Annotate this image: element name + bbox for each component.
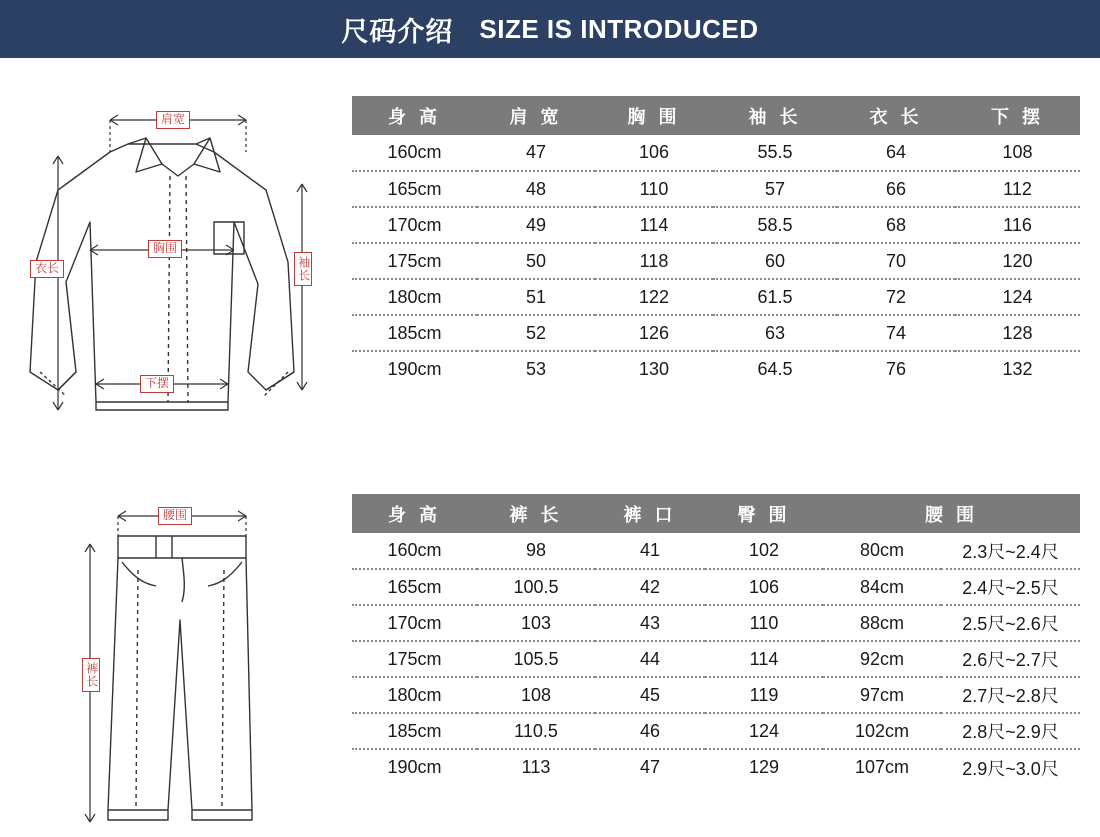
th-hip: 臀 围 (705, 494, 823, 533)
pants-diagram (60, 470, 320, 830)
th-chest: 胸 围 (595, 96, 713, 135)
table-row (352, 533, 1080, 569)
cell-chest: 126 (595, 315, 713, 351)
shirt-label-hem: 下摆 (140, 375, 174, 393)
table-header-row (352, 96, 1080, 135)
shirt-diagram (18, 72, 338, 432)
cell-pant-opening: 41 (595, 533, 705, 569)
table-row (352, 677, 1080, 713)
cell-sleeve: 63 (713, 315, 837, 351)
table-row (352, 749, 1080, 785)
table-row (352, 243, 1080, 279)
table-row (352, 351, 1080, 387)
cell-waist-chi: 2.5尺~2.6尺 (941, 605, 1080, 641)
cell-height: 175cm (352, 641, 477, 677)
shirt-size-table-wrap (352, 96, 1080, 387)
cell-sleeve: 60 (713, 243, 837, 279)
cell-hem: 116 (955, 207, 1080, 243)
table-row (352, 171, 1080, 207)
cell-length: 74 (837, 315, 955, 351)
cell-length: 66 (837, 171, 955, 207)
cell-height: 180cm (352, 677, 477, 713)
shirt-label-length: 衣长 (30, 260, 64, 278)
th-height: 身 高 (352, 494, 477, 533)
cell-height: 170cm (352, 207, 477, 243)
cell-sleeve: 64.5 (713, 351, 837, 387)
table-row (352, 315, 1080, 351)
cell-pant-opening: 42 (595, 569, 705, 605)
cell-waist-chi: 2.9尺~3.0尺 (941, 749, 1080, 785)
cell-chest: 110 (595, 171, 713, 207)
cell-chest: 118 (595, 243, 713, 279)
cell-height: 175cm (352, 243, 477, 279)
cell-height: 160cm (352, 135, 477, 171)
table-row (352, 135, 1080, 171)
cell-waist-cm: 88cm (823, 605, 941, 641)
th-length: 衣 长 (837, 96, 955, 135)
cell-shoulder: 50 (477, 243, 595, 279)
cell-hem: 120 (955, 243, 1080, 279)
cell-waist-cm: 97cm (823, 677, 941, 713)
pants-size-table (352, 494, 1080, 785)
cell-waist-chi: 2.4尺~2.5尺 (941, 569, 1080, 605)
page-title-cn: 尺码介绍 (341, 16, 454, 47)
cell-hip: 129 (705, 749, 823, 785)
table-row (352, 641, 1080, 677)
cell-sleeve: 61.5 (713, 279, 837, 315)
cell-height: 170cm (352, 605, 477, 641)
th-pant-opening: 裤 口 (595, 494, 705, 533)
cell-height: 185cm (352, 713, 477, 749)
cell-length: 70 (837, 243, 955, 279)
cell-hem: 108 (955, 135, 1080, 171)
th-waist: 腰 围 (823, 494, 1080, 533)
th-hem: 下 摆 (955, 96, 1080, 135)
cell-hip: 106 (705, 569, 823, 605)
cell-sleeve: 58.5 (713, 207, 837, 243)
shirt-label-sleeve: 袖长 (294, 252, 312, 286)
cell-length: 72 (837, 279, 955, 315)
cell-sleeve: 55.5 (713, 135, 837, 171)
cell-waist-chi: 2.8尺~2.9尺 (941, 713, 1080, 749)
cell-hem: 124 (955, 279, 1080, 315)
cell-shoulder: 52 (477, 315, 595, 351)
cell-hip: 114 (705, 641, 823, 677)
cell-waist-chi: 2.7尺~2.8尺 (941, 677, 1080, 713)
cell-waist-cm: 84cm (823, 569, 941, 605)
cell-sleeve: 57 (713, 171, 837, 207)
cell-waist-chi: 2.3尺~2.4尺 (941, 533, 1080, 569)
cell-hip: 102 (705, 533, 823, 569)
cell-hem: 128 (955, 315, 1080, 351)
cell-pant-opening: 43 (595, 605, 705, 641)
cell-shoulder: 53 (477, 351, 595, 387)
cell-shoulder: 51 (477, 279, 595, 315)
shirt-label-chest: 胸围 (148, 240, 182, 258)
cell-hip: 119 (705, 677, 823, 713)
cell-height: 160cm (352, 533, 477, 569)
cell-waist-chi: 2.6尺~2.7尺 (941, 641, 1080, 677)
pants-label-length: 裤长 (82, 658, 100, 692)
cell-height: 190cm (352, 351, 477, 387)
cell-chest: 122 (595, 279, 713, 315)
page-header (0, 0, 1100, 58)
table-row (352, 713, 1080, 749)
cell-pant-length: 98 (477, 533, 595, 569)
cell-hip: 110 (705, 605, 823, 641)
cell-waist-cm: 92cm (823, 641, 941, 677)
th-shoulder: 肩 宽 (477, 96, 595, 135)
table-row (352, 605, 1080, 641)
pants-label-waist: 腰围 (158, 507, 192, 525)
table-row (352, 207, 1080, 243)
cell-length: 76 (837, 351, 955, 387)
cell-pant-opening: 44 (595, 641, 705, 677)
cell-pant-opening: 47 (595, 749, 705, 785)
th-pant-length: 裤 长 (477, 494, 595, 533)
cell-height: 180cm (352, 279, 477, 315)
cell-pant-length: 113 (477, 749, 595, 785)
cell-height: 190cm (352, 749, 477, 785)
cell-chest: 130 (595, 351, 713, 387)
cell-pant-length: 103 (477, 605, 595, 641)
th-height: 身 高 (352, 96, 477, 135)
shirt-label-shoulder: 肩宽 (156, 111, 190, 129)
page-title-en: SIZE IS INTRODUCED (479, 13, 759, 44)
cell-length: 68 (837, 207, 955, 243)
shirt-size-table (352, 96, 1080, 387)
cell-shoulder: 47 (477, 135, 595, 171)
cell-length: 64 (837, 135, 955, 171)
cell-waist-cm: 107cm (823, 749, 941, 785)
pants-size-table-wrap (352, 494, 1080, 785)
cell-height: 165cm (352, 569, 477, 605)
cell-pant-length: 100.5 (477, 569, 595, 605)
cell-pant-opening: 46 (595, 713, 705, 749)
table-row (352, 279, 1080, 315)
cell-pant-length: 105.5 (477, 641, 595, 677)
cell-hem: 112 (955, 171, 1080, 207)
cell-pant-length: 108 (477, 677, 595, 713)
table-row (352, 569, 1080, 605)
cell-waist-cm: 80cm (823, 533, 941, 569)
cell-hem: 132 (955, 351, 1080, 387)
cell-waist-cm: 102cm (823, 713, 941, 749)
cell-shoulder: 49 (477, 207, 595, 243)
cell-shoulder: 48 (477, 171, 595, 207)
cell-hip: 124 (705, 713, 823, 749)
cell-pant-opening: 45 (595, 677, 705, 713)
cell-pant-length: 110.5 (477, 713, 595, 749)
cell-chest: 114 (595, 207, 713, 243)
cell-chest: 106 (595, 135, 713, 171)
cell-height: 165cm (352, 171, 477, 207)
th-sleeve: 袖 长 (713, 96, 837, 135)
table-header-row (352, 494, 1080, 533)
cell-height: 185cm (352, 315, 477, 351)
